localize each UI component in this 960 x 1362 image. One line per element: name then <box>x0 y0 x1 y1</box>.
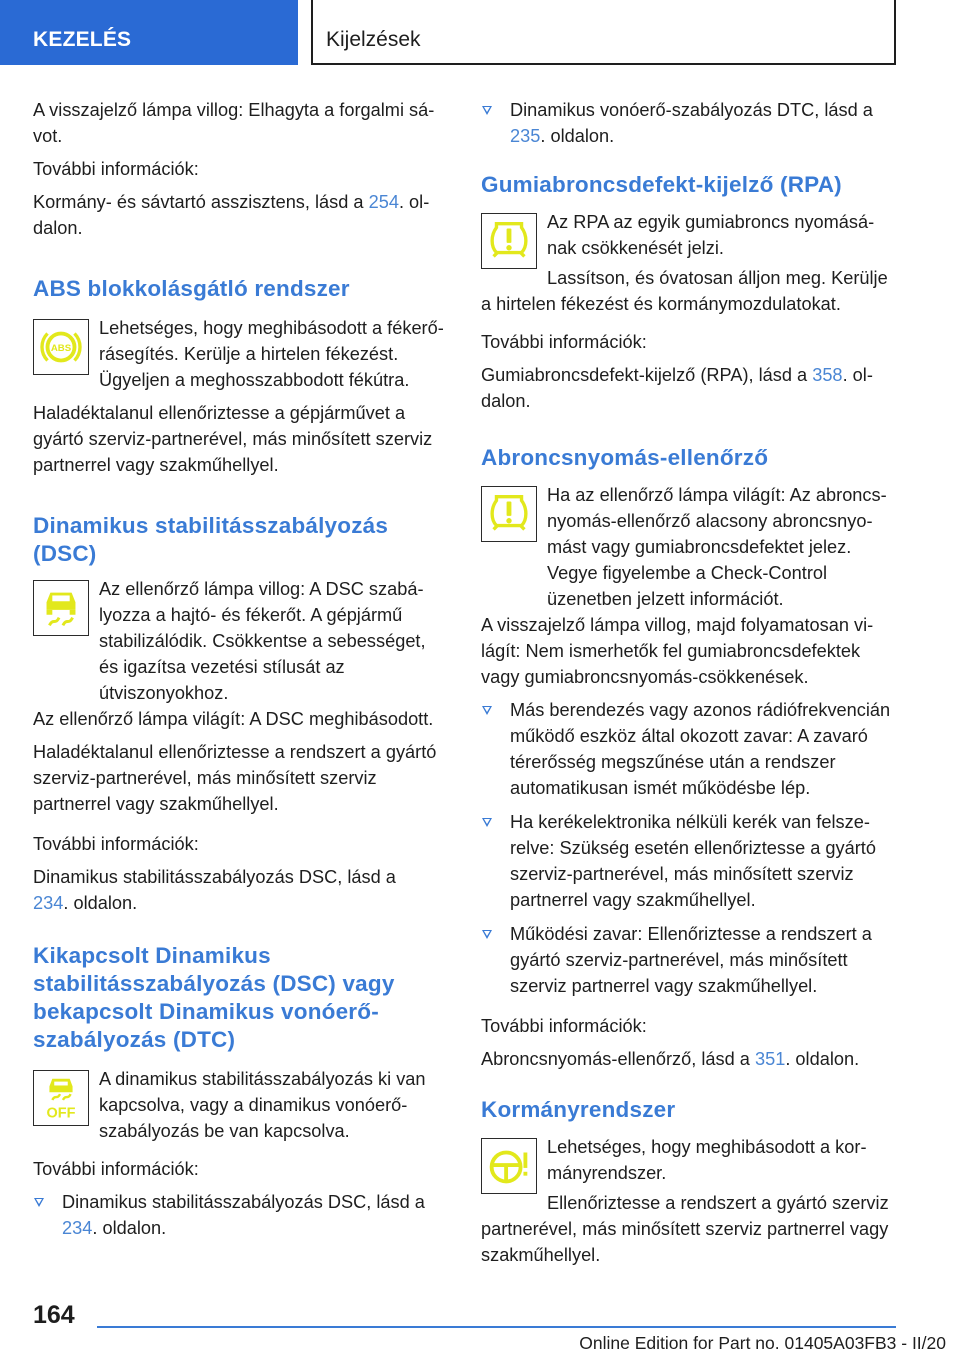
list-item: Ha kerékelektronika nélküli kerék van felszerelve: Szükség esetén ellenőriztesse a gyártó szerviz-partnerével, más minősített szerviz partnerrel vagy szakműhellyel. <box>481 809 896 913</box>
dsc-ref: Dinamikus stabilitásszabályozás DSC, lásd a 234. oldalon. <box>33 867 396 913</box>
page-link-235[interactable]: 235 <box>510 126 541 146</box>
dsc-off-bullets <box>33 1189 448 1241</box>
dsc-heading: Dinamikus stabilitásszabályozás (DSC) <box>33 513 389 566</box>
page-link-234-b[interactable]: 234 <box>62 1218 93 1238</box>
steering-icon-text: Lehetséges, hogy meghibásodott a kormányrendszer. <box>547 1137 867 1183</box>
dsc-p1: Az ellenőrző lámpa világít: A DSC meghibásodott. <box>33 709 434 729</box>
svg-text:OFF: OFF <box>46 1105 76 1122</box>
dsc-off-icon-block <box>33 1066 448 1144</box>
tire-warning-icon <box>481 213 537 269</box>
abs-icon-block <box>33 315 448 393</box>
steering-icon-text-2: Ellenőriztesse a rendszert a gyártó szerviz partnerével, más minősített szerviz partnerrel vagy szakműhellyel. <box>481 1193 889 1265</box>
abs-warning-icon <box>33 319 89 375</box>
chapter-title: Kijelzések <box>326 28 421 51</box>
tpm-ref: Abroncsnyomás-ellenőrző, lásd a 351. oldalon. <box>481 1049 860 1069</box>
page-link-234[interactable]: 234 <box>33 893 64 913</box>
dsc-off-icon <box>33 1070 89 1126</box>
tpm-icon-text: Ha az ellenőrző lámpa világít: Az abroncsnyomás-ellenőrző alacsony abroncsnyomást vagy gumiabroncsdefektet jelez. Vegye figyelembe a Check-Control üzenetben jelzett információt. <box>547 485 887 609</box>
abs-heading: ABS blokkolásgátló rendszer <box>33 276 350 301</box>
tire-pressure-icon <box>481 486 537 542</box>
page-link-358[interactable]: 358 <box>812 365 843 385</box>
section-tab <box>0 0 298 65</box>
abs-paragraph: Haladéktalanul ellenőriztesse a gépjárművet a gyártó szerviz-partnerével, más minősített szerviz partnerrel vagy szakműhellyel. <box>33 403 433 475</box>
more-info-label: További információk: <box>33 159 199 179</box>
tpm-bullets <box>481 697 896 999</box>
page-number: 164 <box>33 1301 75 1329</box>
list-item: Működési zavar: Ellenőriztesse a rendszert a gyártó szerviz-partnerével, más minősített szerviz partnerrel vagy szakműhellyel. <box>481 921 896 999</box>
steering-icon-block <box>481 1134 896 1190</box>
page-link-351[interactable]: 351 <box>754 1049 786 1069</box>
chapter-title-box <box>311 0 896 65</box>
dsc-more-label: További információk: <box>33 834 199 854</box>
tpm-p1: A visszajelző lámpa villog, majd folyamatosan világít: Nem ismerhetők fel gumiabroncsdefektek vagy gumiabroncsnyomás-csökkenések. <box>481 615 874 687</box>
dsc-car-skid-icon <box>33 580 89 636</box>
rpa-more-label: További információk: <box>481 332 647 352</box>
right-column <box>481 97 896 1275</box>
list-item: Dinamikus stabilitásszabályozás DSC, lásd a 234. oldalon. <box>33 1189 448 1241</box>
rpa-ref: Gumiabroncsdefekt-kijelző (RPA), lásd a 358. oldalon. <box>481 365 873 411</box>
tpm-more-label: További információk: <box>481 1016 647 1036</box>
footer-divider <box>97 1326 896 1328</box>
tpm-heading: Abroncsnyomás-ellenőrző <box>481 445 769 470</box>
page-link-254[interactable]: 254 <box>368 192 399 212</box>
dsc-off-icon-text: A dinamikus stabilitásszabályozás ki van kapcsolva, vagy a dinamikus vonóerőszabályozás be van kapcsolva. <box>99 1069 426 1141</box>
intro-paragraph: A visszajelző lámpa villog: Elhagyta a forgalmi sávot. <box>33 100 435 146</box>
tpm-icon-block <box>481 482 896 612</box>
dsc-p2: Haladéktalanul ellenőriztesse a rendszert a gyártó szerviz-partnerével, más minősített szerviz partnerrel vagy szakműhellyel. <box>33 742 437 814</box>
steering-heading: Kormányrendszer <box>481 1097 676 1122</box>
dsc-off-heading: Kikapcsolt Dinamikus stabilitásszabályozás (DSC) vagy bekapcsolt Dinamikus vonóerő-szabályozás (DTC) <box>33 943 395 1052</box>
dsc-off-more-label: További információk: <box>33 1159 199 1179</box>
dsc-icon-block <box>33 576 448 706</box>
rpa-icon-text-2: Lassítson, és óvatosan álljon meg. Kerülje a hirtelen fékezést és kormánymozdulatokat. <box>481 268 888 314</box>
left-column <box>33 97 448 1249</box>
edition-info: Online Edition for Part no. 01405A03FB3 - II/20 <box>579 1333 946 1353</box>
svg-text:ABS: ABS <box>50 342 72 354</box>
list-item: Dinamikus vonóerő-szabályozás DTC, lásd a 235. oldalon. <box>481 97 896 149</box>
steering-assistant-ref: Kormány- és sávtartó asszisztens, lásd a 254. oldalon. <box>33 192 430 238</box>
abs-icon-text: Lehetséges, hogy meghibásodott a fékerő-rásegítés. Kerülje a hirtelen fékezést. Ügyeljen a meghosszabbodott fékútra. <box>99 318 444 390</box>
rpa-icon-text: Az RPA az egyik gumiabroncs nyomásának csökkenését jelzi. <box>547 212 875 258</box>
rpa-heading: Gumiabroncsdefekt-kijelző (RPA) <box>481 172 842 197</box>
steering-warning-icon <box>481 1138 537 1194</box>
rpa-icon-block <box>481 209 896 265</box>
dsc-icon-text: Az ellenőrző lámpa villog: A DSC szabályozza a hajtó- és fékerőt. A gépjármű stabilizálódik. Csökkentse a sebességet, és igazítsa vezetési stílusát az útviszonyokhoz. <box>99 579 426 703</box>
list-item: Más berendezés vagy azonos rádiófrekvencián működő eszköz által okozott zavar: A zavaró térerősség megszűnése után a rendszer automatikusan ismét működésbe lép. <box>481 697 896 801</box>
section-label: KEZELÉS <box>33 28 132 51</box>
dtc-bullets <box>481 97 896 149</box>
